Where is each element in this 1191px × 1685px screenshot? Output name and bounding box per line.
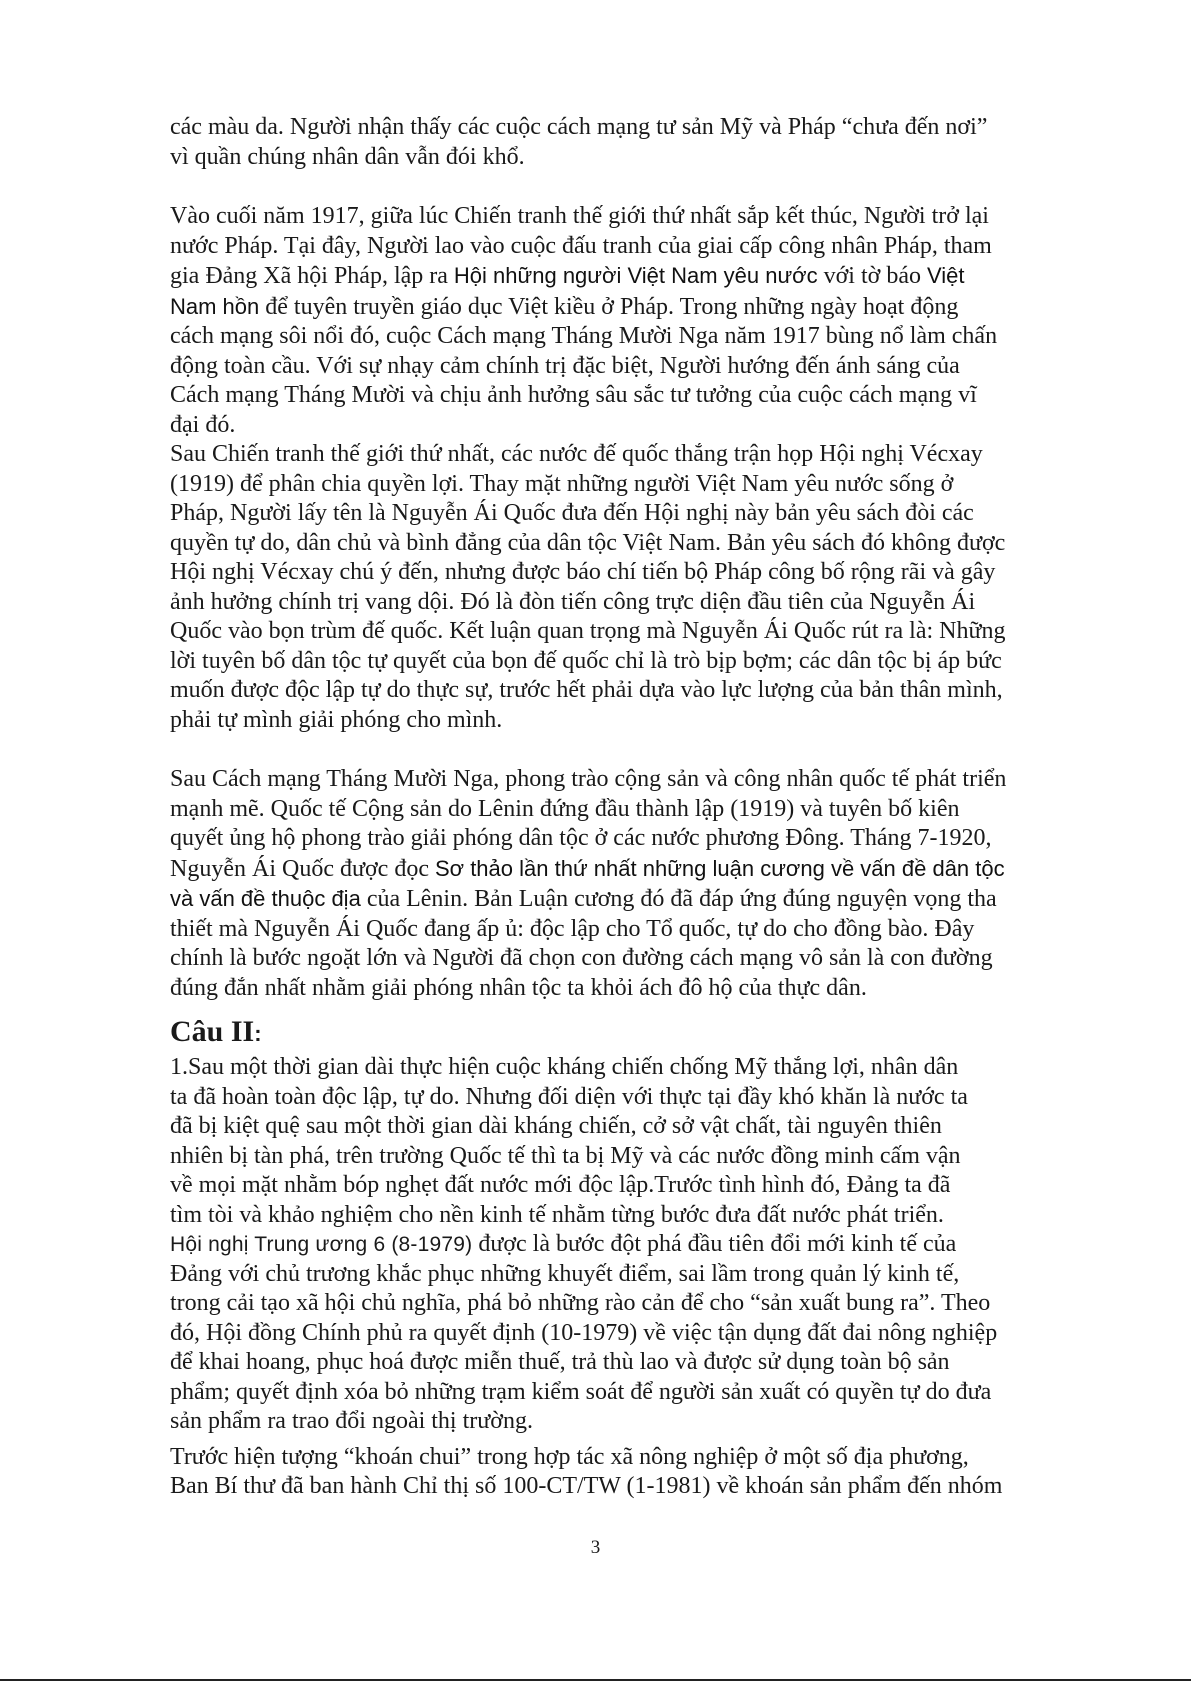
paragraph-gap bbox=[170, 735, 1085, 765]
paragraph-5-rest: được là bước đột phá đầu tiên đổi mới kinh tế của Đảng với chủ trương khắc phục những khuyết điểm, sai lầm trong quản lý kinh tế, trong cải tạo xã hội chủ nghĩa, phá bỏ những rào cản để cho “sản xuất bung ra”. Theo đó, Hội đồng Chính phủ ra quyết định (10-1979) về việc tận dụng đất đai nông nghiệp để khai hoang, phục hoá được miễn thuế, trả thù lao và được sử dụng toàn bộ sản phẩm; quyết định xóa bỏ những trạm kiểm soát để người sản xuất có quyền tự do đưa sản phẩm ra trao đổi ngoài thị trường. bbox=[170, 1231, 998, 1434]
highlight-lenin-theses: Sơ thảo lần thứ nhất những luận cương về vấn đề dân tộc và vấn đề thuộc địa bbox=[170, 855, 1005, 911]
paragraph-2-text-b: với tờ báo bbox=[817, 263, 927, 289]
paragraph-3: Sau Chiến tranh thế giới thứ nhất, các nước đế quốc thắng trận họp Hội nghị Vécxay (1919) để phân chia quyền lợi. Thay mặt những người Việt Nam yêu nước sống ở Pháp, Người lấy tên là Nguyễn Ái Quốc đưa đến Hội nghị này bản yêu sách đòi các quyền tự do, dân chủ và bình đẳng của dân tộc Việt Nam. Bản yêu sách đó không được Hội nghị Vécxay chú ý đến, nhưng được báo chí tiến bộ Pháp công bố rộng rãi và gây ảnh hưởng chính trị vang dội. Đó là đòn tiến công trực diện đầu tiên của Nguyễn Ái Quốc vào bọn trùm đế quốc. Kết luận quan trọng mà Nguyễn Ái Quốc rút ra là: Những lời tuyên bố dân tộc tự quyết của bọn đế quốc chỉ là trò bịp bợm; các dân tộc bị áp bức muốn được độc lập tự do thực sự, trước hết phải dựa vào lực lượng của bản thân mình, phải tự mình giải phóng cho mình. bbox=[170, 441, 1006, 733]
paragraph-2-text-a: Vào cuối năm 1917, giữa lúc Chiến tranh thế giới thứ nhất sắp kết thúc, Người trở lại nước Pháp. Tại đây, Người lao vào cuộc đấu tranh của giai cấp công nhân Pháp, tham gia Đảng Xã hội Pháp, lập ra bbox=[170, 203, 992, 289]
highlight-conference: Hội nghị Trung ương 6 (8-1979) bbox=[170, 1233, 473, 1256]
paragraph-1: các màu da. Người nhận thấy các cuộc cách mạng tư sản Mỹ và Pháp “chưa đến nơi” vì quần chúng nhân dân vẫn đói khổ. bbox=[170, 114, 988, 170]
paragraph-6: Trước hiện tượng “khoán chui” trong hợp tác xã nông nghiệp ở một số địa phương, Ban Bí thư đã ban hành Chỉ thị số 100-CT/TW (1-1981) về khoán sản phẩm đến nhóm bbox=[170, 1443, 1003, 1499]
paragraph-4 bbox=[170, 765, 1085, 1003]
paragraph-2-text-c: để tuyên truyền giáo dục Việt kiều ở Pháp. Trong những ngày hoạt động cách mạng sôi nổi đó, cuộc Cách mạng Tháng Mười Nga năm 1917 bùng nổ làm chấn động toàn cầu. Với sự nhạy cảm chính trị đặc biệt, Người hướng đến ánh sáng của Cách mạng Tháng Mười và chịu ảnh hưởng sâu sắc tư tưởng của cuộc cách mạng vĩ đại đó. bbox=[170, 293, 998, 438]
paragraph-gap bbox=[170, 172, 1085, 202]
heading-gap bbox=[170, 1003, 1085, 1009]
highlight-association-name: Hội những người Việt Nam yêu nước bbox=[453, 263, 818, 288]
paragraph-4-text-b: của Lênin. Bản Luận cương đó đã đáp ứng đúng nguyện vọng tha thiết mà Nguyễn Ái Quốc đang ấp ủ: độc lập cho Tổ quốc, tự do cho đồng bào. Đây chính là bước ngoặt lớn và Người đã chọn con đường cách mạng vô sản là con đường đúng đắn nhất nhằm giải phóng nhân tộc ta khỏi ách đô hộ của thực dân. bbox=[170, 886, 997, 1001]
paragraph-5-text: 1.Sau một thời gian dài thực hiện cuộc kháng chiến chống Mỹ thắng lợi, nhân dân ta đã hoàn toàn độc lập, tự do. Nhưng đối diện với thực tại đầy khó khăn là nước ta đã bị kiệt quệ sau một thời gian dài kháng chiến, cở sở vật chất, tài nguyên thiên nhiên bị tàn phá, trên trường Quốc tế thì ta bị Mỹ và các nước đồng minh cấm vận về mọi mặt nhằm bóp nghẹt đất nước mới độc lập.Trước tình hình đó, Đảng ta đã tìm tòi và khảo nghiệm cho nền kinh tế nhằm từng bước đưa đất nước phát triển. bbox=[170, 1054, 968, 1228]
highlight-newspaper-name: Việt Nam hồn bbox=[170, 263, 965, 319]
document-body bbox=[170, 113, 1085, 1502]
paragraph-2 bbox=[170, 202, 1085, 440]
section-heading bbox=[170, 1013, 1085, 1053]
paragraph-5 bbox=[170, 1053, 1085, 1437]
bottom-divider bbox=[0, 1679, 1191, 1681]
paragraph-4-text-a: Sau Cách mạng Tháng Mười Nga, phong trào cộng sản và công nhân quốc tế phát triển mạnh mẽ. Quốc tế Cộng sản do Lênin đứng đầu thành lập (1919) và tuyên bố kiên quyết ủng hộ phong trào giải phóng dân tộc ở các nước phương Đông. Tháng 7-1920, Nguyễn Ái Quốc được đọc bbox=[170, 766, 1007, 882]
section-heading-text: Câu II bbox=[170, 1015, 255, 1048]
section-heading-colon: : bbox=[254, 1021, 262, 1046]
page-number: 3 bbox=[590, 1537, 601, 1558]
